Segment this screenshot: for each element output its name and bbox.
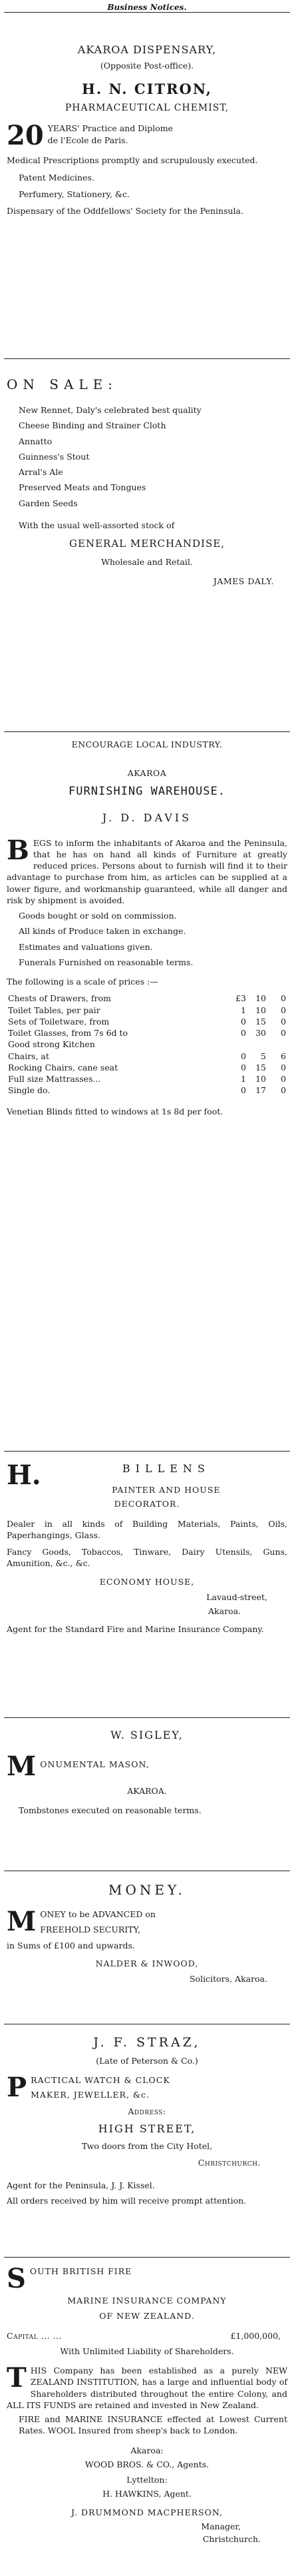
ad-role: DECORATOR. [114, 1499, 180, 1509]
price-row [7, 1062, 287, 1073]
price-item: Rocking Chairs, cane seat [8, 1062, 118, 1073]
price-item: Toilet Tables, per pair [8, 1005, 100, 1015]
price-pounds: 0 [241, 1085, 246, 1096]
price-pence: 0 [281, 1074, 286, 1084]
ad-paragraph: Dealer in all kinds of Building Materials, Paints, Oils, Paperhangings, Glass. [7, 1518, 287, 1540]
dispensary-ad [4, 12, 290, 358]
ad-paragraph: All kinds of Produce taken in exchange. [19, 926, 186, 937]
ad-line: AKAROA [127, 768, 167, 779]
capital-row [7, 2330, 287, 2342]
price-pounds: £3 [235, 993, 246, 1004]
ad-name: J. F. STRAZ, [93, 2035, 201, 2050]
ad-title: FURNISHING WAREHOUSE. [69, 784, 225, 798]
ad-paragraph: Dispensary of the Oddfellows' Society for the Peninsula. [7, 206, 243, 216]
drop-numeral: 20 [7, 120, 44, 152]
price-pounds: 0 [241, 1028, 246, 1038]
price-shillings: 10 [255, 1074, 266, 1084]
straz-ad [4, 2024, 290, 2257]
price-shillings: 15 [255, 1016, 266, 1027]
ad-paragraph: Estimates and valuations given. [19, 941, 153, 952]
ad-line: Christchurch. [202, 2534, 261, 2544]
drop-capital: H. [7, 1460, 41, 1491]
capital-label: Capital ... ... [7, 2330, 62, 2341]
ad-line: Akaroa: [130, 2445, 164, 2455]
ad-line: Lavaud-street, [206, 1591, 267, 1602]
price-pence: 0 [281, 1085, 286, 1096]
capital-value: £1,000,000, [230, 2330, 281, 2341]
drop-capital: S [7, 2263, 26, 2294]
price-pounds [227, 1039, 247, 1050]
price-row [7, 1084, 287, 1096]
ad-line: The following is a scale of prices :— [7, 977, 158, 987]
furnishing-ad [4, 731, 290, 1451]
ad-paragraph: Medical Prescriptions promptly and scrupulously executed. [7, 155, 258, 166]
price-pence: 0 [281, 993, 286, 1004]
ad-paragraph: Agent for the Peninsula, J. J. Kissel. [7, 2180, 155, 2190]
ad-line: Manager, [201, 2521, 241, 2531]
price-item: Sets of Toiletware, from [8, 1016, 110, 1027]
ad-line: ONEY to be ADVANCED on [40, 1909, 156, 1919]
ad-title: ON SALE: [7, 376, 118, 392]
ad-line: Akaroa. [208, 1606, 241, 1616]
price-row [7, 993, 287, 1004]
ad-name: W. SIGLEY, [110, 1729, 184, 1741]
list-item: Arral's Ale [19, 467, 63, 477]
ad-subtitle: (Opposite Post-office). [100, 61, 194, 71]
price-item: Full size Mattrasses... [8, 1074, 101, 1084]
price-shillings: 17 [255, 1085, 266, 1096]
price-row [7, 1051, 287, 1062]
drop-capital: B [7, 834, 29, 866]
price-shillings [247, 1039, 267, 1050]
ad-paragraph: EGS to inform the inhabitants of Akaroa and the Peninsula, that he has on hand all kinds of Furniture at greatly reduced prices. Persons about to furnish will find it to their advantage to purchase from him, as articles can be supplied at a lower figure, and workmanship guaranteed, while all danger and risk by shipment is avoided. [7, 837, 287, 905]
price-item: Chests of Drawers, from [8, 993, 111, 1004]
ad-paragraph: Funerals Furnished on reasonable terms. [19, 957, 194, 967]
price-row [7, 1073, 287, 1084]
ad-line: MAKER, JEWELLER, &c. [31, 2089, 150, 2100]
list-item: Preserved Meats and Tongues [19, 482, 146, 493]
ad-banner: ENCOURAGE LOCAL INDUSTRY. [71, 739, 223, 749]
drop-capital: M [7, 1751, 37, 1782]
drop-capital: P [7, 2072, 27, 2104]
price-shillings: 30 [255, 1028, 266, 1038]
ad-name: J. D. DAVIS [102, 811, 192, 824]
ad-line: With the usual well-assorted stock of [19, 520, 175, 530]
ad-paragraph: Fancy Goods, Tobaccos, Tinware, Dairy Utensils, Guns, Amunition, &c., &c. [7, 1547, 287, 1569]
price-row [7, 1027, 287, 1039]
ad-signature: H. HAWKINS, Agent. [102, 2489, 192, 2499]
price-item: Toilet Glasses, from 7s 6d to [8, 1028, 128, 1038]
ad-line: OUTH BRITISH FIRE [29, 2266, 132, 2276]
ad-name: BILLENS [122, 1462, 210, 1475]
price-pounds: 0 [241, 1062, 246, 1073]
ad-line: de l'Ecole de Paris. [47, 135, 128, 145]
ad-heading: ECONOMY HOUSE, [99, 1576, 195, 1587]
ad-paragraph: HIS Company has been established as a purely NEW ZEALAND INSTITUTION, has a large and influential body of Shareholders distributed throughout the entire Colony, and ALL ITS FUNDS are retained and invested in New Zealand. [7, 2365, 287, 2410]
ad-paragraph: Perfumery, Stationery, &c. [19, 189, 130, 199]
ad-role: PHARMACEUTICAL CHEMIST, [65, 103, 229, 114]
price-pounds: 1 [241, 1074, 246, 1084]
ad-signature: JAMES DALY. [213, 576, 274, 587]
price-pounds: 1 [241, 1005, 246, 1015]
ad-line: FREEHOLD SECURITY, [40, 1925, 141, 1935]
price-shillings: 10 [255, 1005, 266, 1015]
price-shillings: 5 [261, 1051, 266, 1061]
price-pence: 0 [281, 1028, 286, 1038]
insurance-ad [4, 2257, 290, 2576]
ad-line: Wholesale and Retail. [101, 557, 193, 567]
billens-ad [4, 1451, 290, 1717]
ad-line: Solicitors, Akaroa. [190, 1974, 267, 1984]
ad-line: With Unlimited Liability of Shareholders. [60, 2346, 234, 2356]
ad-role: ONUMENTAL MASON, [40, 1759, 150, 1769]
ad-paragraph: Venetian Blinds fitted to windows at 1s 8d per foot. [7, 1106, 223, 1116]
price-row [7, 1039, 287, 1050]
ad-title: MONEY. [108, 1882, 186, 1898]
list-item: Annatto [19, 436, 53, 446]
section-header: Business Notices. [107, 3, 187, 12]
newspaper-column [4, 0, 290, 2576]
price-pounds: 0 [241, 1051, 246, 1061]
ad-line: (Late of Peterson & Co.) [96, 2056, 198, 2066]
price-row [7, 1016, 287, 1027]
ad-line: Lyttelton: [126, 2475, 168, 2485]
price-item: Good strong Kitchen [8, 1039, 95, 1050]
drop-capital: M [7, 1906, 37, 1937]
list-item: Guinness's Stout [19, 451, 90, 462]
ad-paragraph: All orders received by him will receive prompt attention. [7, 2195, 247, 2206]
ad-heading: HIGH STREET, [98, 2122, 196, 2135]
price-pence: 6 [281, 1051, 286, 1061]
list-item: Cheese Binding and Strainer Cloth [19, 420, 166, 431]
price-shillings: 10 [255, 993, 266, 1004]
price-pounds: 0 [241, 1016, 246, 1027]
ad-signature: J. DRUMMOND MACPHERSON, [71, 2507, 223, 2517]
price-pence: 0 [281, 1062, 286, 1073]
ad-heading: GENERAL MERCHANDISE, [69, 538, 225, 550]
ad-paragraph: FIRE and MARINE INSURANCE effected at Lowest Current Rates. WOOL Insured from sheep's back to London. [19, 2414, 287, 2436]
list-item: New Rennet, Daly's celebrated best quality [19, 405, 202, 415]
ad-paragraph: Tombstones executed on reasonable terms. [19, 1805, 202, 1816]
ad-line: AKAROA. [127, 1786, 167, 1796]
price-pence [267, 1039, 287, 1050]
ad-title: AKAROA DISPENSARY, [77, 43, 217, 56]
ad-line: Two doors from the City Hotel, [81, 2141, 213, 2151]
ad-signature: NALDER & INWOOD, [95, 1958, 199, 1968]
sigley-ad [4, 1717, 290, 1871]
ad-signature: WOOD BROS. & CO., Agents. [84, 2459, 210, 2469]
ad-line: Christchurch. [198, 2158, 261, 2168]
ad-role: PAINTER AND HOUSE [112, 1485, 221, 1495]
price-item: Single do. [8, 1085, 51, 1096]
ad-line: OF NEW ZEALAND. [99, 2311, 195, 2322]
price-shillings: 15 [255, 1062, 266, 1073]
money-ad [4, 1871, 290, 2024]
price-table [7, 993, 287, 1096]
onsale-ad [4, 358, 290, 731]
price-item: Chairs, at [8, 1051, 49, 1061]
ad-line: RACTICAL WATCH & CLOCK [31, 2075, 170, 2086]
ad-line: in Sums of £100 and upwards. [7, 1940, 135, 1950]
drop-capital: T [7, 2362, 27, 2393]
price-rows [7, 993, 287, 1096]
ad-paragraph: Patent Medicines. [19, 172, 94, 183]
price-pence: 0 [281, 1016, 286, 1027]
price-pence: 0 [281, 1005, 286, 1015]
ad-line: YEARS' Practice and Diplome [47, 123, 173, 134]
price-row [7, 1005, 287, 1016]
list-item: Garden Seeds [19, 498, 78, 508]
ad-name: H. N. CITRON, [81, 81, 212, 98]
ad-paragraph: Agent for the Standard Fire and Marine Insurance Company. [7, 1624, 264, 1635]
ad-paragraph: Goods bought or sold on commission. [19, 911, 177, 921]
ad-line: MARINE INSURANCE COMPANY [67, 2296, 227, 2306]
ad-line: Address: [128, 2106, 166, 2116]
